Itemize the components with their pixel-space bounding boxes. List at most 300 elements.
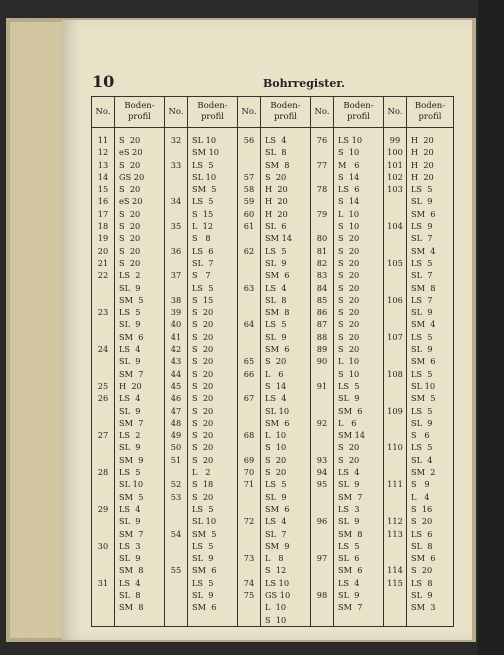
soil-profile-entry: LS 5 [192,282,214,293]
boring-number: 28 [97,467,109,478]
soil-profile-entry: S 20 [338,294,360,305]
no-column [238,128,261,627]
boring-number: 23 [97,307,109,318]
soil-profile-entry: S 20 [265,454,287,465]
soil-profile-entry: SM 5 [119,491,144,502]
boring-number [311,441,333,453]
page-edges [10,22,64,638]
soil-profile-entry: S 20 [338,454,360,465]
soil-profile-entry: SL 6 [338,553,360,564]
soil-profile-entry: S 20 [119,184,141,195]
boring-number [92,601,114,613]
soil-profile-entry: S 20 [119,135,141,145]
boring-number: 75 [243,589,255,600]
soil-profile-entry: SL 10 [192,135,217,145]
boring-number [311,195,333,207]
table-body-row [92,128,454,627]
boring-number: 41 [170,331,182,342]
boring-number [165,232,187,244]
soil-profile-entry: SL 9 [411,589,433,600]
boring-number: 31 [97,577,109,588]
boring-number [238,269,260,281]
boring-number [311,601,333,613]
boring-number [384,540,406,552]
boring-number: 60 [243,208,255,219]
boring-number: 62 [243,245,255,256]
header-no: No. [384,97,407,128]
soil-profile-entry: SL 9 [411,417,433,428]
boring-number [311,146,333,158]
boring-number: 102 [387,171,403,182]
boring-number [384,195,406,207]
boring-number [238,441,260,453]
boring-number: 48 [170,417,182,428]
soil-profile-entry: S 16 [411,503,433,514]
boring-number [384,343,406,355]
boring-number: 43 [170,356,182,367]
soil-profile-entry: LS 5 [119,467,141,478]
soil-profile-entry: S 15 [192,294,214,305]
soil-profile-entry: SM 8 [338,528,363,539]
soil-profile-entry: SL 9 [192,553,214,564]
boring-number [92,515,114,527]
boring-number [165,503,187,515]
boring-number: 32 [170,135,182,145]
header-no: No. [238,97,261,128]
boring-number: 12 [97,147,109,158]
soil-profile-entry: SM 14 [265,233,293,244]
soil-profile-entry: LS 5 [265,319,287,330]
soil-profile-entry: M 6 [338,159,360,170]
soil-profile-entry: SL 9 [119,319,141,330]
soil-profile-entry: SL 6 [265,221,287,232]
boring-number [238,257,260,269]
soil-profile-entry: SM 2 [411,467,436,478]
header-profile: Boden- profil [261,97,311,128]
boring-number [384,208,406,220]
boring-number [311,577,333,589]
boring-number: 65 [243,356,255,367]
profile-column [407,128,454,627]
soil-profile-entry: SL 9 [338,393,360,404]
boring-number: 98 [316,589,328,600]
soil-profile-entry: S 18 [192,479,214,490]
boring-number [311,503,333,515]
boring-number: 72 [243,516,255,527]
soil-profile-entry: SM 10 [192,147,220,158]
boring-number: 64 [243,319,255,330]
soil-profile-entry: S 10 [265,442,287,453]
soil-profile-entry: S 14 [338,196,360,207]
boring-number [92,417,114,429]
boring-number [311,564,333,576]
soil-profile-entry: S 8 [192,233,211,244]
boring-number: 95 [316,479,328,490]
soil-profile-entry: SM 5 [192,528,217,539]
boring-number: 93 [316,454,328,465]
soil-profile-entry: SL 7 [192,257,214,268]
soil-profile-entry: SL 7 [411,270,433,281]
soil-profile-entry: SL 7 [265,528,287,539]
soil-profile-entry: LS 5 [338,380,360,391]
soil-profile-entry: S 9 [411,479,430,490]
soil-profile-entry: S 20 [338,319,360,330]
boring-number [165,466,187,478]
soil-profile-entry: LS 10 [265,577,290,588]
boring-number: 106 [387,294,403,305]
boring-number: 34 [170,196,182,207]
soil-profile-entry: SM 6 [265,417,290,428]
boring-number [384,589,406,601]
boring-number: 83 [316,270,328,281]
boring-number: 94 [316,467,328,478]
soil-profile-entry: SL 9 [119,356,141,367]
boring-number: 50 [170,442,182,453]
boring-number [92,454,114,466]
soil-profile-entry: SL 8 [265,294,287,305]
soil-profile-entry: S 6 [411,430,430,441]
soil-profile-entry: S 20 [192,491,214,502]
soil-profile-entry: S 20 [192,331,214,342]
soil-profile-entry: SL 10 [265,405,290,416]
soil-profile-entry: SL 8 [119,589,141,600]
boring-number [311,614,333,626]
boring-number [92,491,114,503]
boring-number [238,601,260,613]
soil-profile-entry: LS 2 [119,270,141,281]
boring-number: 54 [170,528,182,539]
boring-number: 71 [243,479,255,490]
boring-number: 73 [243,553,255,564]
boring-number: 37 [170,270,182,281]
boring-number [238,528,260,540]
soil-profile-entry: SM 6 [338,565,363,576]
soil-profile-entry: S 14 [338,171,360,182]
header-no: No. [165,97,188,128]
boring-number [92,282,114,294]
boring-number: 96 [316,516,328,527]
boring-number: 27 [97,430,109,441]
soil-profile-entry: LS 5 [119,307,141,318]
soil-profile-entry: LS 5 [338,540,360,551]
soil-profile-entry: SM 6 [192,565,217,576]
soil-profile-entry: S 20 [192,430,214,441]
soil-profile-entry: S 10 [338,368,360,379]
boring-number [238,159,260,171]
boring-number [384,282,406,294]
boring-number: 114 [387,565,403,576]
no-column [311,128,334,627]
boring-number [311,220,333,232]
boring-number: 42 [170,344,182,355]
boring-number: 13 [97,159,109,170]
soil-profile-entry: S 20 [338,245,360,256]
boring-number: 66 [243,368,255,379]
header-no: No. [311,97,334,128]
boring-number [238,380,260,392]
boring-number [165,577,187,589]
soil-profile-entry: LS 7 [411,294,433,305]
soil-profile-entry: S 20 [192,368,214,379]
soil-profile-entry: LS 4 [119,503,141,514]
boring-number: 113 [387,528,403,539]
soil-profile-entry: SM 6 [338,405,363,416]
soil-profile-entry: SM 7 [119,368,144,379]
boring-number [311,405,333,417]
boring-number [238,491,260,503]
boring-number [311,528,333,540]
boring-number [384,491,406,503]
soil-profile-entry: L 10 [338,208,360,219]
boring-number [92,331,114,343]
header-profile: Boden- profil [407,97,454,128]
soil-profile-entry: LS 9 [411,221,433,232]
soil-profile-entry: SL 8 [411,540,433,551]
header-profile: Boden- profil [115,97,165,128]
soil-profile-entry: S 14 [265,380,287,391]
soil-profile-entry: SM 6 [411,553,436,564]
boring-number [384,392,406,404]
soil-profile-entry: H 20 [265,196,288,207]
soil-profile-entry: LS 3 [338,503,360,514]
soil-profile-entry: S 20 [338,344,360,355]
soil-profile-entry: SM 7 [119,417,144,428]
boring-number: 89 [316,344,328,355]
soil-profile-entry: S 20 [119,257,141,268]
soil-profile-entry: S 20 [192,393,214,404]
soil-profile-entry: S 20 [192,405,214,416]
soil-profile-entry: LS 4 [119,577,141,588]
boring-number: 51 [170,454,182,465]
profile-column [261,128,311,627]
soil-profile-entry: SM 6 [411,208,436,219]
soil-profile-entry: LS 6 [192,245,214,256]
boring-number [92,405,114,417]
boring-number [238,343,260,355]
background-strip [478,0,504,655]
boring-number: 46 [170,393,182,404]
boring-number: 107 [387,331,403,342]
soil-profile-entry: LS 5 [411,331,433,342]
boring-number: 24 [97,344,109,355]
boring-number: 90 [316,356,328,367]
soil-profile-entry: SM 6 [265,344,290,355]
boring-number [311,368,333,380]
boring-number: 86 [316,307,328,318]
boring-number: 47 [170,405,182,416]
page-number: 10 [92,72,115,91]
soil-profile-entry: LS 4 [265,516,287,527]
soil-profile-entry: S 20 [119,221,141,232]
boring-number: 103 [387,184,403,195]
boring-number: 39 [170,307,182,318]
soil-profile-entry: SM 6 [119,331,144,342]
boring-number: 21 [97,257,109,268]
soil-profile-entry: L 2 [192,467,211,478]
boring-number [384,503,406,515]
soil-profile-entry: LS 5 [411,184,433,195]
soil-profile-entry: SM 7 [119,528,144,539]
soil-profile-entry: S 20 [338,233,360,244]
soil-profile-entry: L 10 [265,430,287,441]
soil-profile-entry: L 12 [192,221,214,232]
boring-number: 17 [97,208,109,219]
soil-profile-entry: SL 9 [338,516,360,527]
boring-number [384,245,406,257]
soil-profile-entry: S 20 [411,565,433,576]
boring-number: 82 [316,257,328,268]
soil-profile-entry: eS 20 [119,196,143,207]
soil-profile-entry: L 6 [338,417,357,428]
boring-number [384,466,406,478]
soil-profile-entry: LS 8 [411,577,433,588]
soil-profile-entry: SL 9 [119,442,141,453]
boring-number: 30 [97,540,109,551]
soil-profile-entry: S 20 [192,356,214,367]
soil-profile-entry: SM 7 [338,602,363,613]
soil-profile-entry: SM 8 [119,565,144,576]
boring-number: 77 [316,159,328,170]
soil-profile-entry: LS 5 [192,196,214,207]
boring-number: 59 [243,196,255,207]
soil-profile-entry: S 20 [119,159,141,170]
soil-profile-entry: SM 8 [265,159,290,170]
soil-profile-entry: SM 3 [411,602,436,613]
boring-number: 19 [97,233,109,244]
boring-number [92,368,114,380]
boring-number [238,294,260,306]
soil-profile-entry: SL 9 [411,344,433,355]
soil-profile-entry: L 8 [265,553,284,564]
soil-profile-entry: LS 5 [192,159,214,170]
boring-number [384,601,406,613]
boring-number: 76 [316,135,328,145]
boring-number: 20 [97,245,109,256]
soil-profile-entry: S 20 [338,270,360,281]
soil-profile-entry: LS 5 [411,442,433,453]
boring-number [384,306,406,318]
boring-number: 35 [170,221,182,232]
soil-profile-entry: SL 9 [119,282,141,293]
soil-profile-entry: SL 10 [119,479,144,490]
boring-number [311,429,333,441]
soil-profile-entry: S 20 [192,307,214,318]
soil-profile-entry: SL 9 [265,491,287,502]
header-profile: Boden- profil [334,97,384,128]
soil-profile-entry: LS 3 [119,540,141,551]
soil-profile-entry: LS 4 [265,282,287,293]
soil-profile-entry: SL 10 [411,380,436,391]
boring-number [165,282,187,294]
boring-number: 92 [316,417,328,428]
boring-number [384,454,406,466]
soil-profile-entry: GS 20 [119,171,145,182]
profile-column [115,128,165,627]
boring-number [238,540,260,552]
boring-number: 70 [243,467,255,478]
boring-number: 115 [387,577,403,588]
boring-number: 69 [243,454,255,465]
soil-profile-entry: L 4 [411,491,430,502]
running-head: Bohrregister. [263,77,345,90]
soil-profile-entry: S 20 [411,516,433,527]
soil-profile-entry: H 20 [411,147,434,158]
boring-number: 49 [170,430,182,441]
soil-profile-entry: S 10 [265,614,287,625]
boring-number [384,355,406,367]
boring-number [238,417,260,429]
soil-profile-entry: LS 6 [411,528,433,539]
soil-profile-entry: SL 10 [192,516,217,527]
soil-profile-entry: eS 20 [119,147,143,158]
soil-profile-entry: SL 9 [119,405,141,416]
soil-profile-entry: S 20 [192,417,214,428]
soil-profile-entry: H 20 [411,159,434,170]
header-no: No. [92,97,115,128]
soil-profile-entry: S 20 [192,319,214,330]
boring-number [92,552,114,564]
boring-number: 56 [243,135,255,145]
boring-number [165,171,187,183]
soil-profile-entry: SM 9 [119,454,144,465]
boring-number: 57 [243,171,255,182]
soil-profile-entry: LS 10 [338,135,363,145]
soil-profile-entry: S 20 [192,344,214,355]
soil-profile-entry: SL 9 [265,257,287,268]
boring-number [311,171,333,183]
boring-number [92,589,114,601]
boring-number: 26 [97,393,109,404]
boring-number [311,491,333,503]
soil-profile-entry: S 15 [192,208,214,219]
boring-number [92,478,114,490]
soil-profile-entry: SM 6 [265,270,290,281]
boring-number [92,318,114,330]
boring-number: 88 [316,331,328,342]
boring-number [384,417,406,429]
boring-number [165,515,187,527]
soil-profile-entry: SL 9 [192,589,214,600]
soil-profile-entry: H 20 [265,208,288,219]
boring-number [384,552,406,564]
boring-number [238,146,260,158]
header-row [92,97,454,128]
boring-number [165,540,187,552]
boring-number: 11 [97,135,109,145]
boring-number [384,269,406,281]
soil-profile-entry: LS 5 [411,257,433,268]
soil-profile-entry: S 20 [265,467,287,478]
soil-profile-entry: S 20 [119,245,141,256]
soil-profile-entry: SL 9 [119,553,141,564]
boring-number: 52 [170,479,182,490]
no-column [92,128,115,627]
boring-number [238,232,260,244]
boring-number [92,528,114,540]
soil-profile-entry: H 20 [119,380,142,391]
boring-number: 45 [170,380,182,391]
soil-profile-entry: S 20 [119,233,141,244]
boring-number [165,589,187,601]
boring-number [165,183,187,195]
profile-column [334,128,384,627]
boring-number [238,306,260,318]
soil-profile-entry: L 10 [338,356,360,367]
boring-number: 87 [316,319,328,330]
soil-profile-entry: L 10 [265,602,287,613]
boring-number: 33 [170,159,182,170]
soil-profile-entry: S 20 [265,356,287,367]
